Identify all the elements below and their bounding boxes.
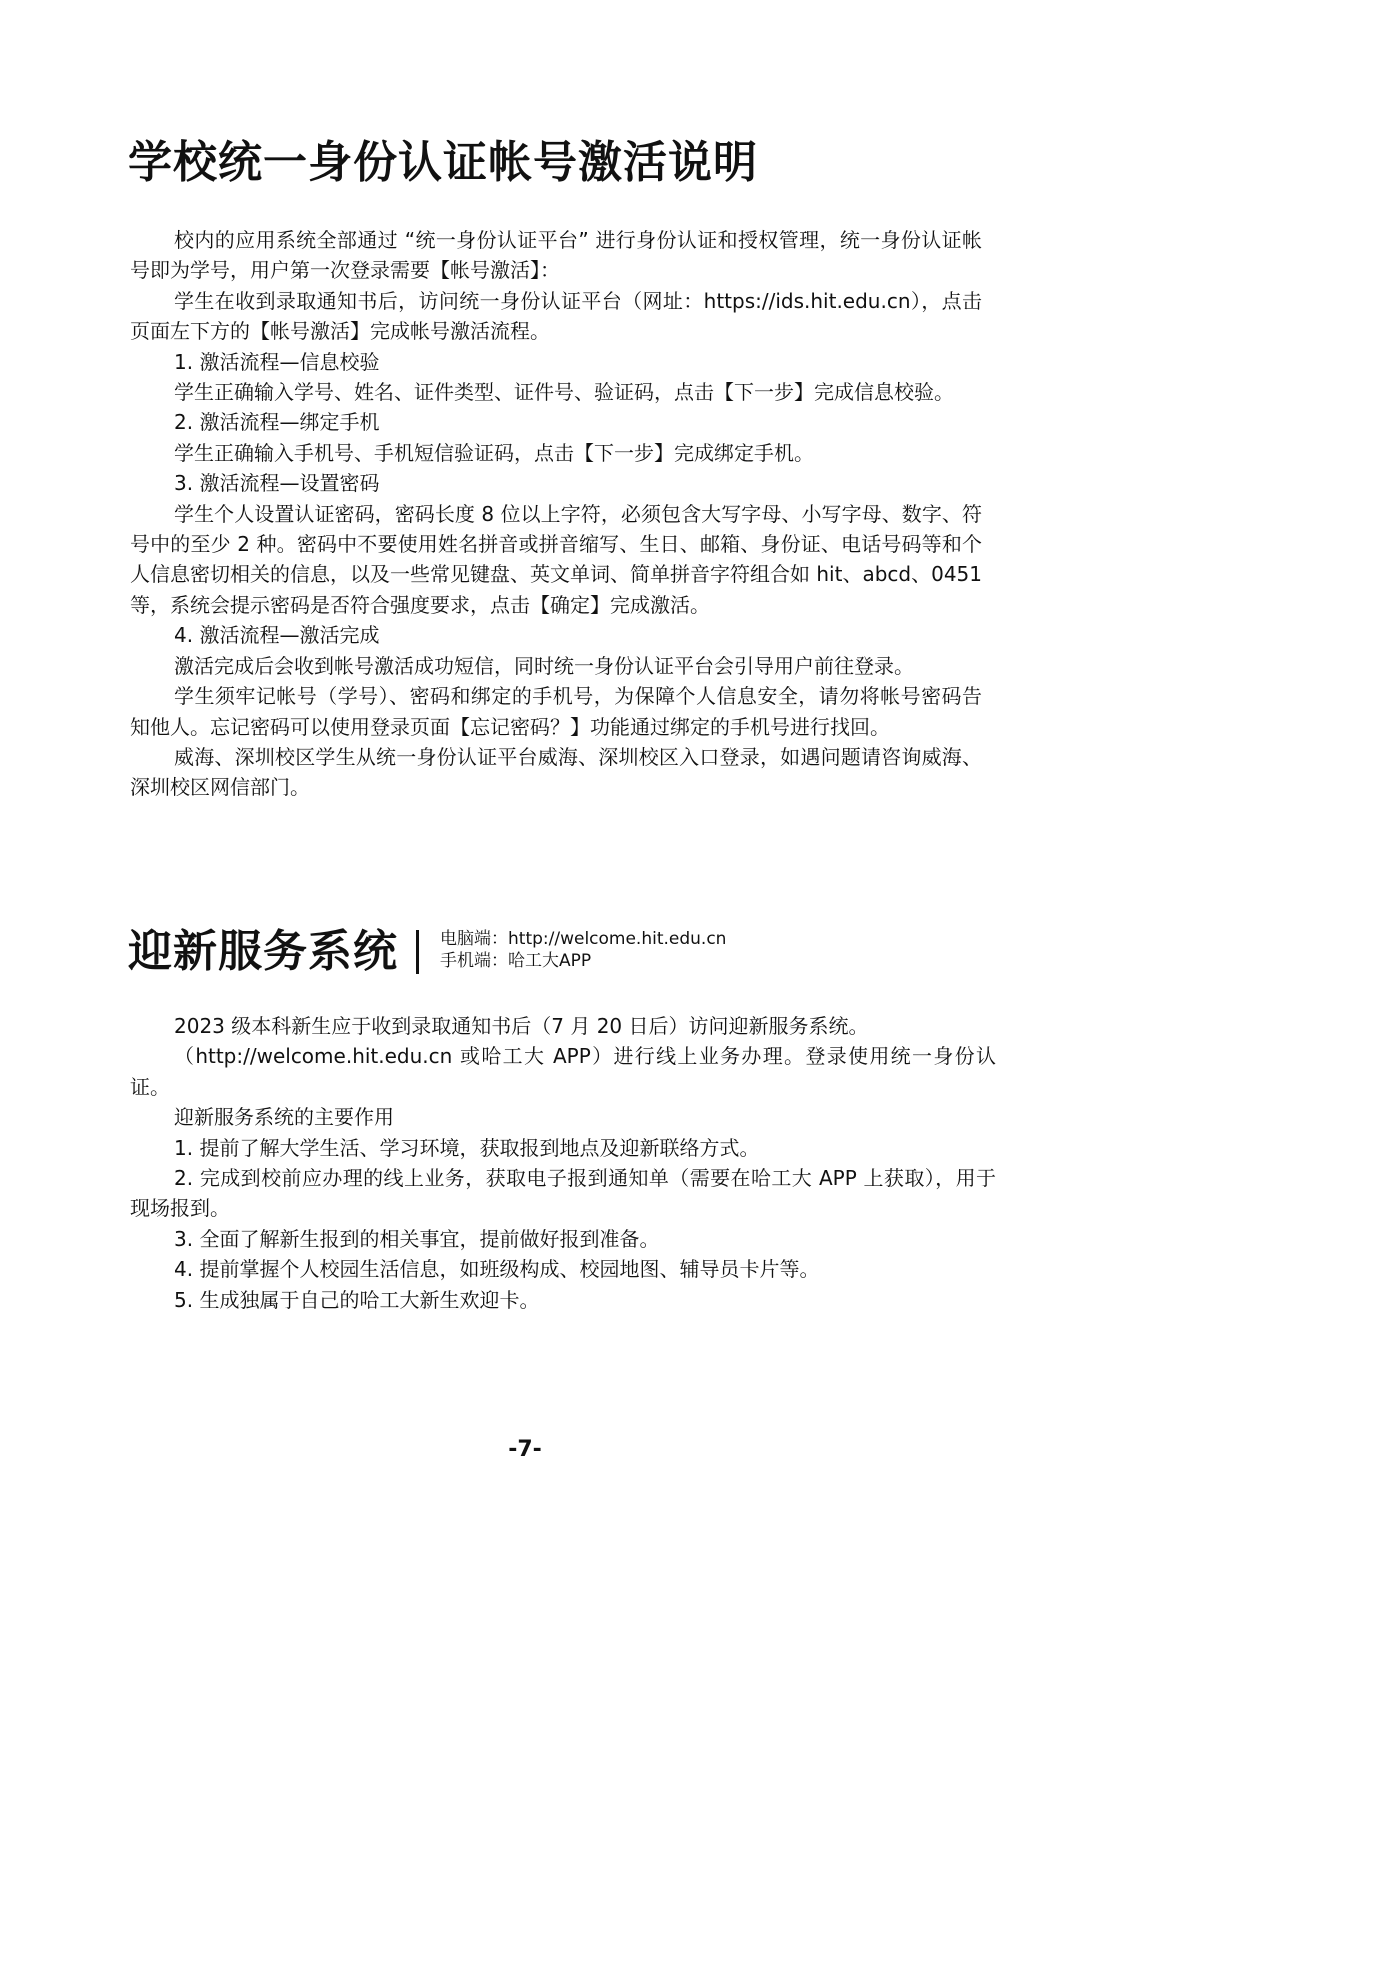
paragraph: 学生正确输入手机号、手机短信验证码，点击【下一步】完成绑定手机。 <box>174 440 814 465</box>
step-heading: 4. 激活流程—激活完成 <box>174 623 380 648</box>
list-item: 5. 生成独属于自己的哈工大新生欢迎卡。 <box>174 1287 540 1312</box>
list-item: 1. 提前了解大学生活、学习环境，获取报到地点及迎新联络方式。 <box>174 1135 760 1160</box>
paragraph: 2023 级本科新生应于收到录取通知书后（7 月 20 日后）访问迎新服务系统。 <box>174 1014 869 1038</box>
list-item: 4. 提前掌握个人校园生活信息，如班级构成、校园地图、辅导员卡片等。 <box>174 1257 820 1282</box>
welcome-system-body <box>130 1011 996 1315</box>
paragraph: （http://welcome.hit.edu.cn 或哈工大 APP）进行线上业务办理。登录使用统一身份认证。 <box>130 1044 996 1099</box>
paragraph: 学生正确输入学号、姓名、证件类型、证件号、验证码，点击【下一步】完成信息校验。 <box>174 380 954 405</box>
list-item: 3. 全面了解新生报到的相关事宜，提前做好报到准备。 <box>174 1226 660 1251</box>
paragraph: 学生个人设置认证密码，密码长度 8 位以上字符，必须包含大写字母、小写字母、数字、符号中的至少 2 种。密码中不要使用姓名拼音或拼音缩写、生日、邮箱、身份证、电话号码等和个人信息密切相关的信息，以及一些常见键盘、英文单词、简单拼音字符组合如 hit、abcd、0451 等，系统会提示密码是否符合强度要求，点击【确定】完成激活。 <box>130 501 982 617</box>
pc-access-url: 电脑端：http://welcome.hit.edu.cn <box>440 929 727 949</box>
account-activation-body <box>130 225 982 803</box>
title-divider <box>416 930 419 974</box>
paragraph: 威海、深圳校区学生从统一身份认证平台威海、深圳校区入口登录，如遇问题请咨询威海、深圳校区网信部门。 <box>130 744 982 800</box>
paragraph: 激活完成后会收到帐号激活成功短信，同时统一身份认证平台会引导用户前往登录。 <box>174 653 914 678</box>
section-title-welcome-system: 迎新服务系统 <box>128 926 398 977</box>
step-heading: 2. 激活流程—绑定手机 <box>174 410 380 435</box>
paragraph: 学生在收到录取通知书后，访问统一身份认证平台（网址：https://ids.hit.edu.cn），点击页面左下方的【帐号激活】完成帐号激活流程。 <box>130 288 982 344</box>
mobile-access-app: 手机端：哈工大APP <box>440 951 592 971</box>
page-number: -7- <box>508 1437 542 1462</box>
list-item: 2. 完成到校前应办理的线上业务，获取电子报到通知单（需要在哈工大 APP 上获取），用于现场报到。 <box>130 1166 996 1221</box>
section-title-account-activation: 学校统一身份认证帐号激活说明 <box>128 137 758 188</box>
step-heading: 1. 激活流程—信息校验 <box>174 349 380 374</box>
paragraph: 学生须牢记帐号（学号）、密码和绑定的手机号，为保障个人信息安全，请勿将帐号密码告知他人。忘记密码可以使用登录页面【忘记密码？】功能通过绑定的手机号进行找回。 <box>130 684 982 739</box>
list-heading: 迎新服务系统的主要作用 <box>174 1105 394 1130</box>
paragraph: 校内的应用系统全部通过 “统一身份认证平台” 进行身份认证和授权管理，统一身份认证帐号即为学号，用户第一次登录需要【帐号激活】： <box>130 228 982 283</box>
step-heading: 3. 激活流程—设置密码 <box>174 471 380 496</box>
